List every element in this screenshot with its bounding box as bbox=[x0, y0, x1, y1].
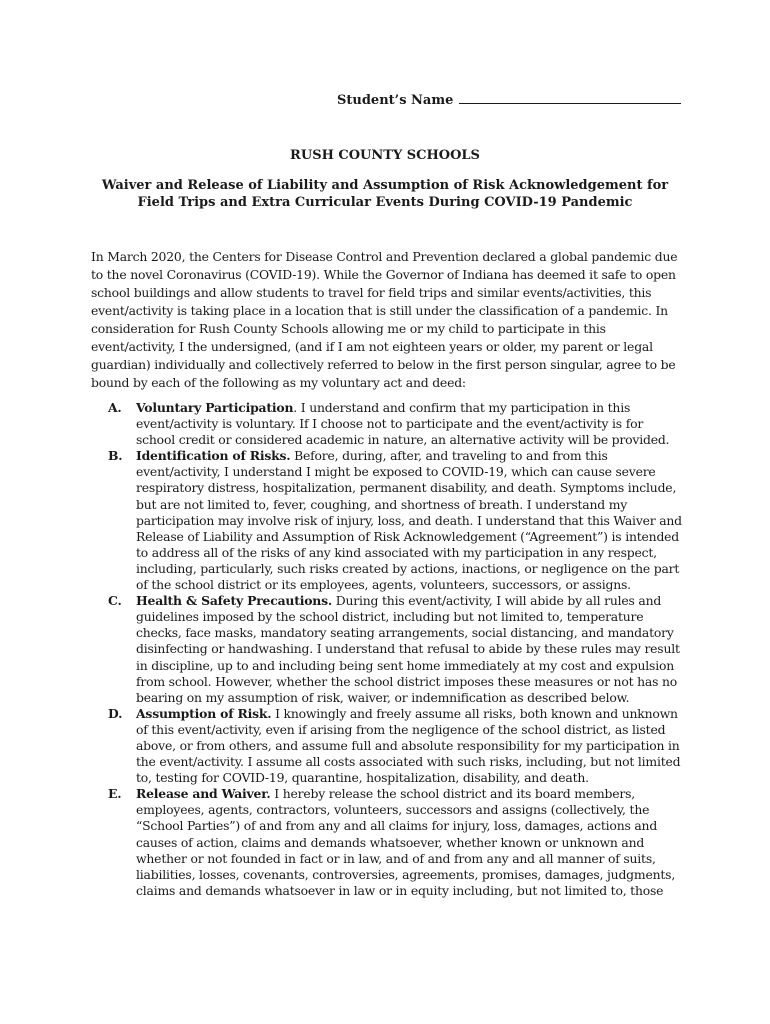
clause-letter: A. bbox=[108, 400, 122, 415]
clause-item bbox=[108, 706, 683, 786]
clause-letter: E. bbox=[108, 786, 122, 802]
clause-heading: Assumption of Risk. bbox=[136, 705, 272, 721]
clause-letter: C. bbox=[108, 593, 122, 609]
clause-heading: Health & Safety Precautions. bbox=[136, 593, 333, 609]
clause-text: . I understand and confirm that my participation in this event/activity is voluntary. If I choose not to participate and the event/activity is for school credit or considered academic in nature, an alternative activity will be provided. bbox=[136, 400, 670, 448]
clause-letter: B. bbox=[108, 448, 123, 464]
clause-heading: Release and Waiver. bbox=[136, 786, 271, 802]
clause-item bbox=[108, 593, 683, 706]
clause-text: Before, during, after, and traveling to and from this event/activity, I understand I might be exposed to COVID-19, which can cause severe respiratory distress, hospitalization, permanent disability, and death. Symptoms include, but are not limited to, fever, coughing, and shortness of breath. I understand my participation may involve risk of injury, loss, and death. I understand that this Waiver and Release of Liability and Assumption of Risk Acknowledgement (“Agreement”) is intended to address all of the risks of any kind associated with my participation in any respect, including, particularly, such risks created by actions, inactions, or negligence on the part of the school district or its employees, agents, volunteers, successors, or assigns. bbox=[136, 448, 682, 593]
document-title bbox=[90, 177, 680, 211]
document-title-line-1: Waiver and Release of Liability and Assumption of Risk Acknowledgement for bbox=[101, 178, 669, 193]
clause-heading: Identification of Risks. bbox=[136, 448, 291, 464]
clause-item bbox=[108, 786, 683, 899]
clause-letter: D. bbox=[108, 705, 123, 721]
organization-heading: RUSH COUNTY SCHOOLS bbox=[290, 148, 480, 163]
clause-item bbox=[108, 448, 683, 593]
clause-item bbox=[108, 400, 683, 448]
clause-text: During this event/activity, I will abide by all rules and guidelines imposed by the school district, including but not limited to, temperature checks, face masks, mandatory seating arrangements, social distancing, and mandatory disinfecting or handwashing. I understand that refusal to abide by these rules may result in discipline, up to and including being sent home immediately at my cost and expulsion from school. However, whether the school district imposes these measures or not has no bearing on my assumption of risk, waiver, or indemnification as described below. bbox=[136, 593, 680, 705]
student-name-label: Student’s Name bbox=[337, 93, 454, 108]
intro-paragraph: In March 2020, the Centers for Disease Control and Prevention declared a global pandemic due to the novel Coronavirus (COVID-19). While the Governor of Indiana has deemed it safe to open school buildings and allow students to travel for field trips and similar events/activities, this event/activity is taking place in a location that is still under the classification of a pandemic. In consideration for Rush County Schools allowing me or my child to participate in this event/activity, I the undersigned, (and if I am not eighteen years or older, my parent or legal guardian) individually and collectively referred to below in the first person singular, agree to be bound by each of the following as my voluntary act and deed: bbox=[91, 249, 678, 390]
student-name-blank[interactable] bbox=[459, 91, 681, 104]
document-title-line-2: Field Trips and Extra Curricular Events During COVID-19 Pandemic bbox=[137, 195, 633, 210]
clause-text: I knowingly and freely assume all risks, both known and unknown of this event/activity, even if arising from the negligence of the school district, as listed above, or from others, and assume full and absolute responsibility for my participation in the event/activity. I assume all costs associated with such risks, including, but not limited to, testing for COVID-19, quarantine, hospitalization, disability, and death. bbox=[136, 705, 681, 786]
clause-text: I hereby release the school district and its board members, employees, agents, contractors, volunteers, successors and assigns (collectively, the “School Parties”) of and from any and all claims for injury, loss, damages, actions and causes of action, claims and demands whatsoever, whether known or unknown and whether or not founded in fact or in law, and of and from any and all manner of suits, liabilities, losses, covenants, controversies, agreements, promises, damages, judgments, claims and demands whatsoever in law or in equity including, but not limited to, those bbox=[136, 786, 676, 898]
student-name-field bbox=[337, 91, 681, 108]
clause-list bbox=[108, 400, 683, 899]
clause-heading: Voluntary Participation bbox=[136, 400, 294, 415]
